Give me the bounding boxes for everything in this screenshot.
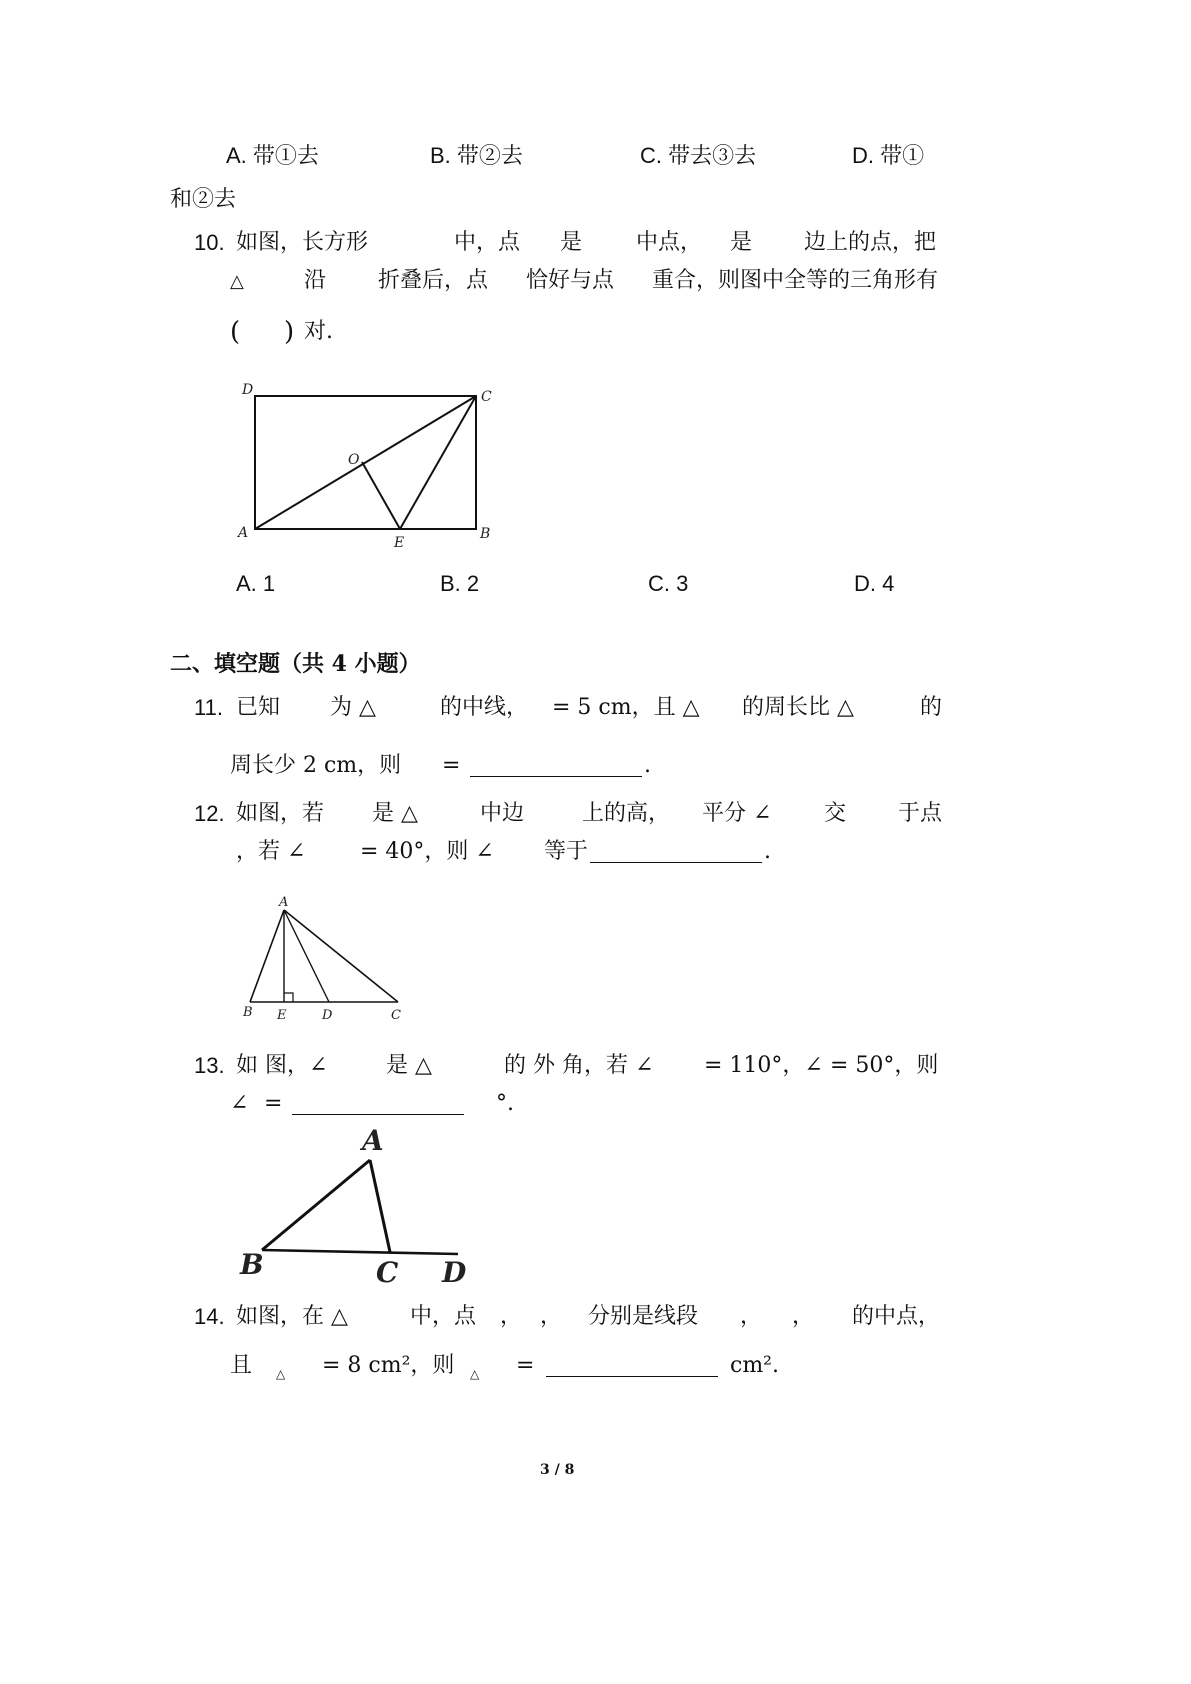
label-c: C (481, 389, 492, 405)
side-ac (284, 910, 398, 1002)
q10-figure (230, 376, 510, 556)
q13-text: 的 外 角，若 ∠ (504, 1053, 654, 1078)
q11-text: 已知 (236, 695, 281, 720)
triangle-symbol: △ (230, 271, 244, 292)
q9-option-a: A. 带①去 (226, 143, 319, 168)
q13-text: = 50°，则 (830, 1053, 939, 1078)
label-a: A (279, 895, 289, 910)
q13-text: = (264, 1091, 283, 1116)
q9-option-d: D. 带① (852, 143, 925, 168)
q11-text: 的周长比 △ (742, 695, 854, 720)
q14-text: ， (540, 1304, 563, 1329)
q12-text: . (764, 839, 771, 864)
label-c: C (376, 1256, 399, 1289)
segment-ce (400, 396, 476, 529)
q13-text: 是 △ (386, 1053, 432, 1078)
line-bd (262, 1250, 458, 1254)
q11-text: . (644, 753, 651, 778)
q13-text: °. (496, 1091, 514, 1116)
q11-text: 周长少 2 cm，则 (230, 753, 402, 778)
q14-text: = 8 cm²，则 (322, 1353, 455, 1378)
triangle-subscript: △ (470, 1367, 480, 1381)
label-e: E (394, 535, 405, 551)
q10-text: 中，点 (454, 230, 521, 255)
label-b: B (240, 1248, 264, 1281)
label-b: B (480, 526, 491, 542)
q14-text: 且 (230, 1353, 253, 1378)
q14-text: 如图，在 △ (236, 1304, 348, 1329)
label-a: A (362, 1124, 384, 1157)
q12-text: ，若 ∠ (236, 839, 306, 864)
q12-text: 交 (824, 801, 847, 826)
label-d: D (242, 382, 254, 398)
q10-option-d: D. 4 (854, 571, 895, 596)
q12-text: 是 △ (372, 801, 418, 826)
q11-text: = (442, 753, 461, 778)
bisector-ad (284, 910, 329, 1002)
label-c: C (391, 1008, 401, 1023)
q10-option-a: A. 1 (236, 571, 276, 596)
answer-blank[interactable] (590, 862, 762, 863)
q10-text: 折叠后，点 (378, 268, 489, 293)
label-a: A (238, 525, 249, 541)
label-d: D (322, 1008, 333, 1023)
q13-text: = 110°，∠ (704, 1053, 823, 1078)
q10-text: 对. (304, 319, 333, 344)
q10-number: 10. (194, 230, 225, 255)
q12-text: = 40°，则 ∠ (360, 839, 494, 864)
answer-blank[interactable] (470, 776, 642, 777)
page-number: 3 / 8 (540, 1462, 575, 1478)
label-o: O (348, 452, 360, 468)
diagonal-ac (255, 396, 476, 529)
q11-text: = 5 cm，且 △ (552, 695, 700, 720)
q10-text: 中点， (636, 230, 703, 255)
section-title: 二、填空题（共 4 小题） (170, 651, 421, 677)
q12-figure (240, 890, 420, 1030)
label-e: E (277, 1008, 287, 1023)
q13-text: ∠ (230, 1091, 249, 1116)
q12-text: 上的高， (582, 801, 671, 826)
answer-blank[interactable] (546, 1376, 718, 1377)
q14-text: ， (500, 1304, 523, 1329)
q9-option-d-continuation: 和②去 (170, 187, 237, 212)
q14-text: 分别是线段 (588, 1304, 699, 1329)
side-ab (250, 910, 284, 1002)
q10-text: 沿 (304, 268, 327, 293)
triangle-subscript: △ (276, 1367, 286, 1381)
q10-option-c: C. 3 (648, 571, 689, 596)
side-ab (262, 1160, 370, 1250)
q10-option-b: B. 2 (440, 571, 480, 596)
q13-number: 13. (194, 1053, 225, 1078)
q11-text: 为 △ (330, 695, 376, 720)
q14-text: 中，点 (410, 1304, 477, 1329)
q14-number: 14. (194, 1304, 225, 1329)
q10-text: 如图，长方形 (236, 230, 369, 255)
q12-number: 12. (194, 801, 225, 826)
q11-text: 的中线， (440, 695, 529, 720)
q14-text: ， (740, 1304, 763, 1329)
q14-text: = (516, 1353, 535, 1378)
q11-number: 11. (194, 695, 223, 720)
label-d: D (442, 1256, 467, 1289)
q10-text: 是 (560, 230, 583, 255)
q12-text: 中边 (480, 801, 525, 826)
q14-text: ， (792, 1304, 815, 1329)
answer-paren-open: ( (230, 317, 241, 347)
right-angle-mark (284, 993, 293, 1002)
q13-figure (230, 1122, 490, 1292)
q12-text: 于点 (898, 801, 943, 826)
q10-text: 恰好与点 (526, 268, 615, 293)
q12-text: 如图，若 (236, 801, 325, 826)
label-b: B (243, 1005, 253, 1020)
answer-paren-close: ) (284, 317, 295, 347)
q10-text: 是 (730, 230, 753, 255)
q10-text: 边上的点，把 (804, 230, 937, 255)
segment-oe (362, 462, 400, 529)
q14-text: 的中点， (852, 1304, 941, 1329)
q13-text: 如 图，∠ (236, 1053, 328, 1078)
q9-option-c: C. 带去③去 (640, 143, 757, 168)
q12-text: 平分 ∠ (702, 801, 772, 826)
q10-text: 重合，则图中全等的三角形有 (652, 268, 939, 293)
answer-blank[interactable] (292, 1114, 464, 1115)
q11-text: 的 (920, 695, 943, 720)
q9-option-b: B. 带②去 (430, 143, 523, 168)
q12-text: 等于 (544, 839, 589, 864)
q14-text: cm². (730, 1353, 779, 1378)
side-ac (370, 1160, 390, 1252)
